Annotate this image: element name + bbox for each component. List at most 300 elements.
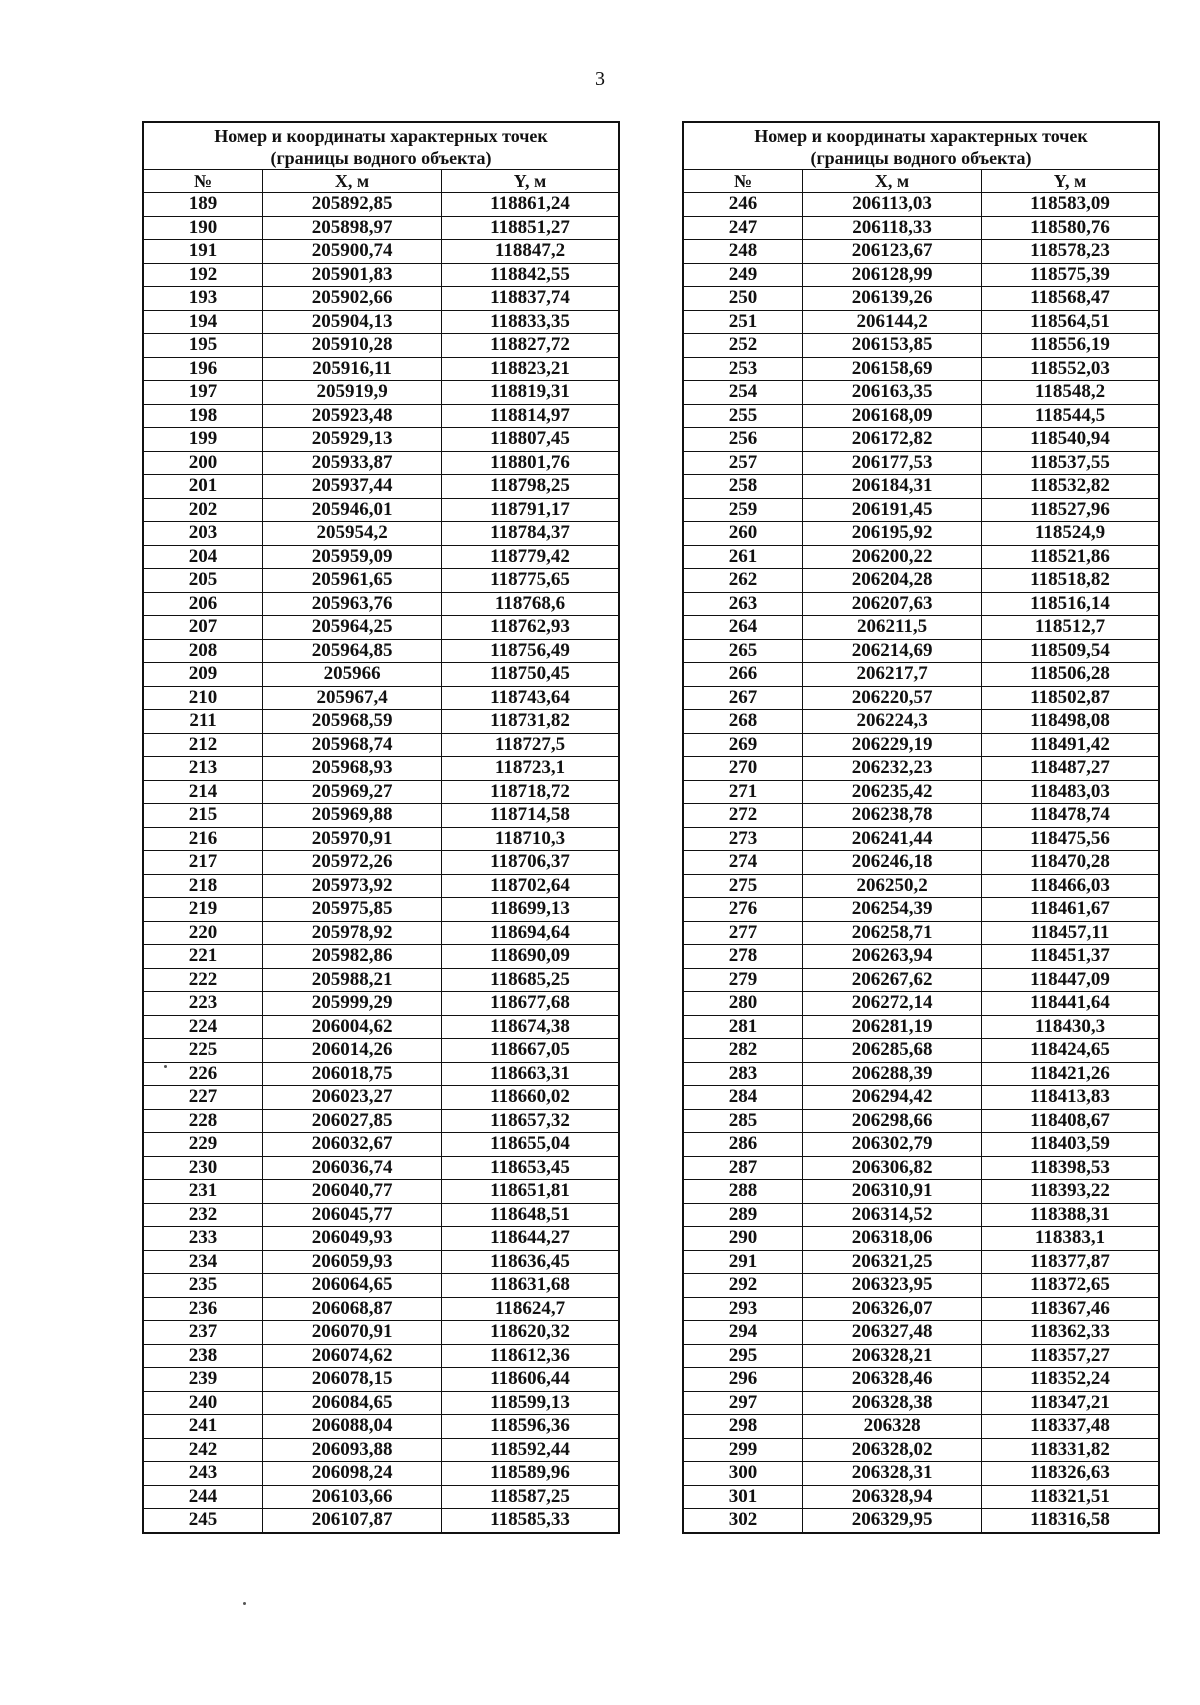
y-coordinate: 118596,36	[442, 1415, 619, 1439]
y-coordinate: 118357,27	[982, 1344, 1159, 1368]
table-row	[683, 287, 1159, 311]
y-coordinate: 118775,65	[442, 569, 619, 593]
x-coordinate: 206093,88	[263, 1438, 442, 1462]
x-coordinate: 205978,92	[263, 921, 442, 945]
point-number: 208	[143, 639, 263, 663]
y-coordinate: 118599,13	[442, 1391, 619, 1415]
point-number: 266	[683, 663, 803, 687]
table-row	[143, 757, 619, 781]
x-coordinate: 205968,93	[263, 757, 442, 781]
y-coordinate: 118727,5	[442, 733, 619, 757]
x-coordinate: 206318,06	[803, 1227, 982, 1251]
y-coordinate: 118587,25	[442, 1485, 619, 1509]
y-coordinate: 118648,51	[442, 1203, 619, 1227]
y-coordinate: 118847,2	[442, 240, 619, 264]
table-row	[143, 475, 619, 499]
point-number: 254	[683, 381, 803, 405]
point-number: 274	[683, 851, 803, 875]
table-row	[683, 1368, 1159, 1392]
x-coordinate: 206036,74	[263, 1156, 442, 1180]
point-number: 285	[683, 1109, 803, 1133]
table-row	[143, 592, 619, 616]
y-coordinate: 118631,68	[442, 1274, 619, 1298]
y-coordinate: 118502,87	[982, 686, 1159, 710]
table-title-line1: Номер и координаты характерных точек	[214, 126, 548, 146]
table-row	[143, 240, 619, 264]
x-coordinate: 206059,93	[263, 1250, 442, 1274]
point-number: 215	[143, 804, 263, 828]
x-coordinate: 206250,2	[803, 874, 982, 898]
table-row	[683, 851, 1159, 875]
point-number: 271	[683, 780, 803, 804]
table-row	[683, 757, 1159, 781]
table-row	[683, 1485, 1159, 1509]
y-coordinate: 118372,65	[982, 1274, 1159, 1298]
x-coordinate: 205969,88	[263, 804, 442, 828]
point-number: 238	[143, 1344, 263, 1368]
point-number: 229	[143, 1133, 263, 1157]
table-row	[143, 827, 619, 851]
y-coordinate: 118663,31	[442, 1062, 619, 1086]
x-coordinate: 205973,92	[263, 874, 442, 898]
table-row	[683, 1156, 1159, 1180]
y-coordinate: 118451,37	[982, 945, 1159, 969]
table-row	[143, 357, 619, 381]
table-row	[143, 1297, 619, 1321]
point-number: 241	[143, 1415, 263, 1439]
point-number: 192	[143, 263, 263, 287]
x-coordinate: 205961,65	[263, 569, 442, 593]
x-coordinate: 205902,66	[263, 287, 442, 311]
y-coordinate: 118537,55	[982, 451, 1159, 475]
x-coordinate: 205972,26	[263, 851, 442, 875]
y-coordinate: 118398,53	[982, 1156, 1159, 1180]
y-coordinate: 118674,38	[442, 1015, 619, 1039]
x-coordinate: 206294,42	[803, 1086, 982, 1110]
table-row	[683, 498, 1159, 522]
table-row	[683, 992, 1159, 1016]
table-row	[143, 334, 619, 358]
column-header-number: №	[683, 170, 803, 193]
x-coordinate: 205904,13	[263, 310, 442, 334]
x-coordinate: 205946,01	[263, 498, 442, 522]
y-coordinate: 118564,51	[982, 310, 1159, 334]
y-coordinate: 118491,42	[982, 733, 1159, 757]
point-number: 195	[143, 334, 263, 358]
table-row	[683, 1015, 1159, 1039]
y-coordinate: 118461,67	[982, 898, 1159, 922]
x-coordinate: 206328,46	[803, 1368, 982, 1392]
point-number: 191	[143, 240, 263, 264]
column-header-y: Y, м	[982, 170, 1159, 193]
y-coordinate: 118388,31	[982, 1203, 1159, 1227]
table-row	[143, 733, 619, 757]
page-number: 3	[595, 68, 605, 90]
y-coordinate: 118657,32	[442, 1109, 619, 1133]
x-coordinate: 206074,62	[263, 1344, 442, 1368]
x-coordinate: 206153,85	[803, 334, 982, 358]
x-coordinate: 205910,28	[263, 334, 442, 358]
table-row	[683, 686, 1159, 710]
point-number: 226	[143, 1062, 263, 1086]
table-title-line1: Номер и координаты характерных точек	[754, 126, 1088, 146]
x-coordinate: 206123,67	[803, 240, 982, 264]
point-number: 243	[143, 1462, 263, 1486]
x-coordinate: 206224,3	[803, 710, 982, 734]
y-coordinate: 118447,09	[982, 968, 1159, 992]
point-number: 273	[683, 827, 803, 851]
x-coordinate: 205988,21	[263, 968, 442, 992]
point-number: 247	[683, 216, 803, 240]
x-coordinate: 205898,97	[263, 216, 442, 240]
table-row	[143, 404, 619, 428]
y-coordinate: 118483,03	[982, 780, 1159, 804]
point-number: 214	[143, 780, 263, 804]
table-row	[143, 1015, 619, 1039]
y-coordinate: 118316,58	[982, 1509, 1159, 1533]
y-coordinate: 118527,96	[982, 498, 1159, 522]
table-row	[683, 1438, 1159, 1462]
table-row	[683, 569, 1159, 593]
point-number: 259	[683, 498, 803, 522]
x-coordinate: 206168,09	[803, 404, 982, 428]
table-row	[143, 780, 619, 804]
point-number: 196	[143, 357, 263, 381]
x-coordinate: 206328,38	[803, 1391, 982, 1415]
x-coordinate: 206032,67	[263, 1133, 442, 1157]
table-body-left	[143, 193, 619, 1533]
y-coordinate: 118552,03	[982, 357, 1159, 381]
point-number: 216	[143, 827, 263, 851]
table-row	[683, 1274, 1159, 1298]
y-coordinate: 118367,46	[982, 1297, 1159, 1321]
point-number: 268	[683, 710, 803, 734]
x-coordinate: 206103,66	[263, 1485, 442, 1509]
x-coordinate: 206285,68	[803, 1039, 982, 1063]
y-coordinate: 118475,56	[982, 827, 1159, 851]
table-row	[143, 874, 619, 898]
y-coordinate: 118487,27	[982, 757, 1159, 781]
point-number: 253	[683, 357, 803, 381]
table-row	[683, 710, 1159, 734]
x-coordinate: 206211,5	[803, 616, 982, 640]
y-coordinate: 118762,93	[442, 616, 619, 640]
table-row	[683, 522, 1159, 546]
point-number: 281	[683, 1015, 803, 1039]
table-row	[143, 522, 619, 546]
point-number: 189	[143, 193, 263, 217]
x-coordinate: 206172,82	[803, 428, 982, 452]
table-row	[683, 1203, 1159, 1227]
table-row	[683, 1297, 1159, 1321]
table-row	[143, 921, 619, 945]
table-row	[683, 451, 1159, 475]
x-coordinate: 206184,31	[803, 475, 982, 499]
y-coordinate: 118644,27	[442, 1227, 619, 1251]
x-coordinate: 206321,25	[803, 1250, 982, 1274]
y-coordinate: 118506,28	[982, 663, 1159, 687]
x-coordinate: 206246,18	[803, 851, 982, 875]
x-coordinate: 206177,53	[803, 451, 982, 475]
point-number: 297	[683, 1391, 803, 1415]
y-coordinate: 118620,32	[442, 1321, 619, 1345]
y-coordinate: 118784,37	[442, 522, 619, 546]
table-row	[683, 1415, 1159, 1439]
y-coordinate: 118723,1	[442, 757, 619, 781]
point-number: 234	[143, 1250, 263, 1274]
table-row	[683, 733, 1159, 757]
y-coordinate: 118651,81	[442, 1180, 619, 1204]
y-coordinate: 118393,22	[982, 1180, 1159, 1204]
y-coordinate: 118779,42	[442, 545, 619, 569]
table-row	[143, 1039, 619, 1063]
y-coordinate: 118819,31	[442, 381, 619, 405]
y-coordinate: 118653,45	[442, 1156, 619, 1180]
y-coordinate: 118403,59	[982, 1133, 1159, 1157]
y-coordinate: 118801,76	[442, 451, 619, 475]
point-number: 279	[683, 968, 803, 992]
y-coordinate: 118814,97	[442, 404, 619, 428]
x-coordinate: 206023,27	[263, 1086, 442, 1110]
y-coordinate: 118660,02	[442, 1086, 619, 1110]
point-number: 291	[683, 1250, 803, 1274]
table-row	[143, 1156, 619, 1180]
point-number: 278	[683, 945, 803, 969]
column-header-x: X, м	[803, 170, 982, 193]
point-number: 227	[143, 1086, 263, 1110]
x-coordinate: 206314,52	[803, 1203, 982, 1227]
table-row	[143, 1391, 619, 1415]
x-coordinate: 206200,22	[803, 545, 982, 569]
table-row	[143, 1415, 619, 1439]
x-coordinate: 206267,62	[803, 968, 982, 992]
y-coordinate: 118337,48	[982, 1415, 1159, 1439]
x-coordinate: 205901,83	[263, 263, 442, 287]
column-header-number: №	[143, 170, 263, 193]
x-coordinate: 205923,48	[263, 404, 442, 428]
point-number: 222	[143, 968, 263, 992]
x-coordinate: 206113,03	[803, 193, 982, 217]
point-number: 242	[143, 1438, 263, 1462]
table-row	[683, 1391, 1159, 1415]
x-coordinate: 205933,87	[263, 451, 442, 475]
y-coordinate: 118321,51	[982, 1485, 1159, 1509]
x-coordinate: 206040,77	[263, 1180, 442, 1204]
point-number: 211	[143, 710, 263, 734]
y-coordinate: 118578,23	[982, 240, 1159, 264]
y-coordinate: 118509,54	[982, 639, 1159, 663]
y-coordinate: 118699,13	[442, 898, 619, 922]
y-coordinate: 118383,1	[982, 1227, 1159, 1251]
point-number: 282	[683, 1039, 803, 1063]
x-coordinate: 205964,85	[263, 639, 442, 663]
x-coordinate: 205954,2	[263, 522, 442, 546]
table-row	[143, 428, 619, 452]
y-coordinate: 118851,27	[442, 216, 619, 240]
coordinates-table-right	[682, 121, 1160, 1534]
table-row	[683, 827, 1159, 851]
point-number: 275	[683, 874, 803, 898]
x-coordinate: 206018,75	[263, 1062, 442, 1086]
x-coordinate: 206323,95	[803, 1274, 982, 1298]
x-coordinate: 206207,63	[803, 592, 982, 616]
point-number: 245	[143, 1509, 263, 1533]
x-coordinate: 206107,87	[263, 1509, 442, 1533]
table-row	[683, 1344, 1159, 1368]
table-row	[143, 851, 619, 875]
point-number: 272	[683, 804, 803, 828]
x-coordinate: 206310,91	[803, 1180, 982, 1204]
table-row	[683, 592, 1159, 616]
table-row	[143, 1344, 619, 1368]
point-number: 280	[683, 992, 803, 1016]
y-coordinate: 118685,25	[442, 968, 619, 992]
table-body-right	[683, 193, 1159, 1533]
table-row	[143, 1062, 619, 1086]
point-number: 295	[683, 1344, 803, 1368]
x-coordinate: 206328,31	[803, 1462, 982, 1486]
y-coordinate: 118457,11	[982, 921, 1159, 945]
y-coordinate: 118750,45	[442, 663, 619, 687]
x-coordinate: 205964,25	[263, 616, 442, 640]
y-coordinate: 118424,65	[982, 1039, 1159, 1063]
y-coordinate: 118714,58	[442, 804, 619, 828]
y-coordinate: 118706,37	[442, 851, 619, 875]
x-coordinate: 206214,69	[803, 639, 982, 663]
point-number: 301	[683, 1485, 803, 1509]
table-title-line2: (границы водного объекта)	[810, 148, 1032, 168]
table-row	[143, 968, 619, 992]
point-number: 277	[683, 921, 803, 945]
point-number: 235	[143, 1274, 263, 1298]
y-coordinate: 118326,63	[982, 1462, 1159, 1486]
x-coordinate: 206328,02	[803, 1438, 982, 1462]
x-coordinate: 206241,44	[803, 827, 982, 851]
point-number: 261	[683, 545, 803, 569]
table-row	[143, 1438, 619, 1462]
point-number: 197	[143, 381, 263, 405]
table-row	[683, 404, 1159, 428]
table-row	[683, 1227, 1159, 1251]
x-coordinate: 206238,78	[803, 804, 982, 828]
table-row	[683, 475, 1159, 499]
y-coordinate: 118583,09	[982, 193, 1159, 217]
point-number: 283	[683, 1062, 803, 1086]
table-row	[143, 1086, 619, 1110]
y-coordinate: 118837,74	[442, 287, 619, 311]
y-coordinate: 118798,25	[442, 475, 619, 499]
x-coordinate: 206045,77	[263, 1203, 442, 1227]
point-number: 217	[143, 851, 263, 875]
table-row	[143, 686, 619, 710]
x-coordinate: 206329,95	[803, 1509, 982, 1533]
point-number: 251	[683, 310, 803, 334]
x-coordinate: 206118,33	[803, 216, 982, 240]
table-row	[143, 616, 619, 640]
x-coordinate: 206158,69	[803, 357, 982, 381]
x-coordinate: 206144,2	[803, 310, 982, 334]
table-row	[683, 616, 1159, 640]
coordinates-table-left	[142, 121, 620, 1534]
point-number: 284	[683, 1086, 803, 1110]
table-row	[683, 381, 1159, 405]
point-number: 260	[683, 522, 803, 546]
y-coordinate: 118548,2	[982, 381, 1159, 405]
x-coordinate: 205970,91	[263, 827, 442, 851]
x-coordinate: 206195,92	[803, 522, 982, 546]
table-row	[143, 804, 619, 828]
table-row	[683, 804, 1159, 828]
table-row	[143, 1133, 619, 1157]
point-number: 200	[143, 451, 263, 475]
y-coordinate: 118512,7	[982, 616, 1159, 640]
y-coordinate: 118521,86	[982, 545, 1159, 569]
x-coordinate: 205968,74	[263, 733, 442, 757]
x-coordinate: 206163,35	[803, 381, 982, 405]
point-number: 267	[683, 686, 803, 710]
point-number: 219	[143, 898, 263, 922]
x-coordinate: 206302,79	[803, 1133, 982, 1157]
point-number: 290	[683, 1227, 803, 1251]
y-coordinate: 118421,26	[982, 1062, 1159, 1086]
y-coordinate: 118430,3	[982, 1015, 1159, 1039]
x-coordinate: 206272,14	[803, 992, 982, 1016]
y-coordinate: 118807,45	[442, 428, 619, 452]
x-coordinate: 206088,04	[263, 1415, 442, 1439]
point-number: 224	[143, 1015, 263, 1039]
table-row	[143, 1180, 619, 1204]
table-row	[143, 310, 619, 334]
table-row	[683, 1133, 1159, 1157]
point-number: 198	[143, 404, 263, 428]
x-coordinate: 206098,24	[263, 1462, 442, 1486]
point-number: 255	[683, 404, 803, 428]
point-number: 296	[683, 1368, 803, 1392]
table-row	[143, 1509, 619, 1533]
y-coordinate: 118667,05	[442, 1039, 619, 1063]
table-row	[683, 898, 1159, 922]
point-number: 288	[683, 1180, 803, 1204]
point-number: 204	[143, 545, 263, 569]
table-row	[683, 1062, 1159, 1086]
table-row	[683, 263, 1159, 287]
x-coordinate: 206128,99	[803, 263, 982, 287]
y-coordinate: 118347,21	[982, 1391, 1159, 1415]
table-row	[683, 357, 1159, 381]
point-number: 240	[143, 1391, 263, 1415]
y-coordinate: 118478,74	[982, 804, 1159, 828]
point-number: 230	[143, 1156, 263, 1180]
point-number: 270	[683, 757, 803, 781]
point-number: 302	[683, 1509, 803, 1533]
point-number: 257	[683, 451, 803, 475]
point-number: 231	[143, 1180, 263, 1204]
point-number: 269	[683, 733, 803, 757]
x-coordinate: 205963,76	[263, 592, 442, 616]
table-row	[683, 1462, 1159, 1486]
x-coordinate: 205900,74	[263, 240, 442, 264]
x-coordinate: 206049,93	[263, 1227, 442, 1251]
point-number: 232	[143, 1203, 263, 1227]
point-number: 250	[683, 287, 803, 311]
x-coordinate: 205919,9	[263, 381, 442, 405]
table-row	[683, 1509, 1159, 1533]
table-row	[683, 874, 1159, 898]
y-coordinate: 118516,14	[982, 592, 1159, 616]
x-coordinate: 206328,21	[803, 1344, 982, 1368]
table-title	[683, 122, 1159, 170]
y-coordinate: 118842,55	[442, 263, 619, 287]
